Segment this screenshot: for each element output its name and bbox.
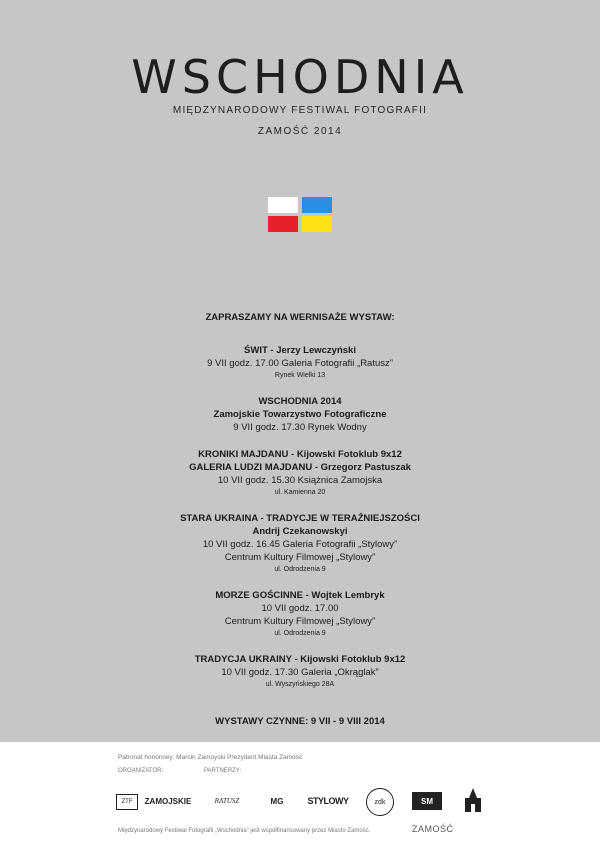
exhibition-address: Rynek Wielki 13 — [274, 372, 326, 379]
exhibition-title: TRADYCJA UKRAINY - Kijowski Fotoklub 9x12 — [194, 654, 406, 665]
exhibition-title: ŚWIT - Jerzy Lewczyński — [244, 345, 356, 356]
organizer-label: ORGANIZATOR: — [118, 768, 164, 774]
footer — [0, 742, 600, 852]
flag-yellow — [302, 216, 332, 232]
exhibition-address: ul. Odrodzenia 9 — [274, 566, 326, 573]
exhibition-block — [0, 448, 600, 498]
invite-heading: ZAPRASZAMY NA WERNISAŻE WYSTAW: — [205, 312, 395, 323]
stylowy-logo: STYLOWY — [307, 796, 349, 806]
zamojskie-logo: ZAMOJSKIE — [144, 796, 192, 806]
exhibition-title: MORZE GOŚCINNE - Wojtek Lembryk — [215, 590, 385, 601]
patron-text: Patronat honorowy: Marcin Zamoyski Prezydent Miasta Zamość — [118, 754, 303, 761]
church-icon — [462, 788, 484, 814]
exhibition-block — [0, 344, 600, 381]
flag-red — [268, 216, 298, 232]
exhibition-address: ul. Kamienna 20 — [274, 489, 326, 496]
exhibition-title: STARA UKRAINA - TRADYCJE W TERAŹNIEJSZOŚCI — [180, 513, 420, 524]
mg-logo: MG — [270, 796, 284, 806]
sm-logo: SM — [412, 792, 442, 810]
exhibition-title: GALERIA LUDZI MAJDANU - Grzegorz Pastuszak — [189, 462, 411, 473]
exhibition-info: 9 VII godz. 17.00 Galeria Fotografii „Ratusz” — [207, 358, 393, 369]
festival-logo: WSCHODNIA — [131, 50, 469, 104]
exhibition-info: Centrum Kultury Filmowej „Stylowy” — [224, 616, 376, 627]
festival-subtitle: MIĘDZYNARODOWY FESTIWAL FOTOGRAFII — [172, 105, 428, 116]
partners-label: PARTNERZY: — [204, 768, 242, 774]
exhibition-block — [0, 395, 600, 434]
exhibition-info: Centrum Kultury Filmowej „Stylowy” — [224, 552, 376, 563]
sponsor-logos — [112, 788, 492, 818]
church-icon-svg — [463, 788, 483, 814]
ztf-logo-text: ZTF — [121, 799, 133, 805]
exhibition-block — [0, 512, 600, 575]
exhibition-info: 9 VII godz. 17.30 Rynek Wodny — [233, 422, 367, 433]
exhibition-list — [0, 344, 600, 690]
zdk-logo: zdk — [366, 788, 394, 816]
festival-location-year: ZAMOŚĆ 2014 — [257, 126, 343, 137]
flags-graphic — [268, 197, 332, 233]
exhibition-info: 10 VII godz. 17.00 — [261, 603, 339, 614]
funding-note: Międzynarodowy Festiwal Fotografii „Wschodnia” jest współfinansowany przez Miasto Zamość. — [118, 828, 371, 834]
exhibition-info: 10 VII godz. 15.30 Książnica Zamojska — [217, 475, 383, 486]
flag-white — [268, 197, 298, 213]
flag-blue — [302, 197, 332, 213]
exhibition-title: Andrij Czekanowskyi — [252, 526, 348, 537]
exhibitions-content — [0, 312, 600, 704]
exhibition-title: KRONIKI MAJDANU - Kijowski Fotoklub 9x12 — [198, 449, 402, 460]
exhibition-title: WSCHODNIA 2014 — [258, 396, 342, 407]
exhibition-block — [0, 653, 600, 690]
exhibitions-active-dates: WYSTAWY CZYNNE: 9 VII - 9 VIII 2014 — [215, 716, 385, 727]
zamosc-logo: ZAMOŚĆ — [412, 824, 454, 834]
exhibition-address: ul. Odrodzenia 9 — [274, 630, 326, 637]
exhibition-address: ul. Wyszyńskiego 28A — [265, 681, 335, 688]
ratusz-logo: RATUSZ — [214, 797, 240, 805]
exhibition-title: Zamojskie Towarzystwo Fotograficzne — [213, 409, 387, 420]
exhibition-info: 10 VII godz. 16.45 Galeria Fotografii „Stylowy” — [202, 539, 398, 550]
exhibition-info: 10 VII godz. 17.30 Galeria „Okrąglak” — [221, 667, 379, 678]
ztf-logo — [116, 794, 138, 810]
exhibition-block — [0, 589, 600, 639]
